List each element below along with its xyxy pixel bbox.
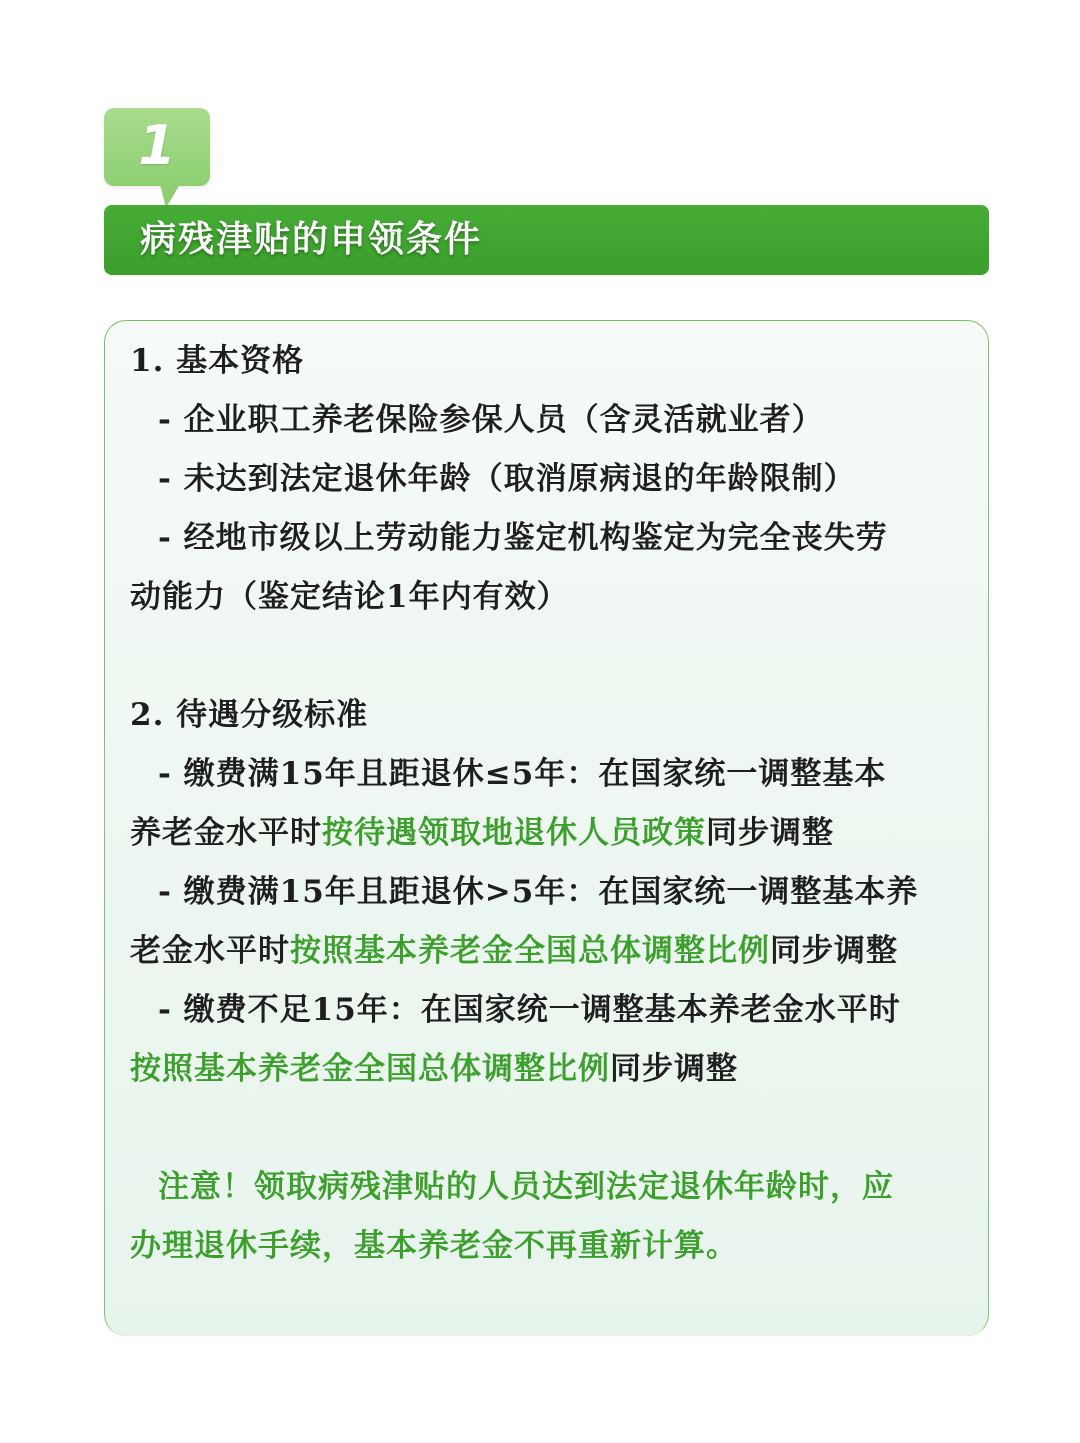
section-title-bar <box>104 205 989 275</box>
spacer <box>130 1099 960 1158</box>
section-number-badge <box>104 108 210 186</box>
section-number: 1 <box>138 114 176 177</box>
highlight-text: 按照基本养老金全国总体调整比例 <box>290 933 770 969</box>
section2-heading: 2. 待遇分级标准 <box>130 697 369 733</box>
text-segment: 同步调整 <box>610 1051 738 1087</box>
section2-item-2-line2 <box>130 922 960 981</box>
section1-item-1: - 企业职工养老保险参保人员（含灵活就业者） <box>158 402 824 438</box>
section2-item-1-line2 <box>130 804 960 863</box>
text-segment: 同步调整 <box>770 933 898 969</box>
highlight-text: 按待遇领取地退休人员政策 <box>322 815 706 851</box>
note-line-2: 办理退休手续，基本养老金不再重新计算。 <box>130 1228 738 1264</box>
section1-heading: 1. 基本资格 <box>130 343 305 379</box>
content-body <box>130 332 960 1276</box>
note-line-1: 注意！领取病残津贴的人员达到法定退休年龄时，应 <box>158 1169 894 1205</box>
section2-item-3-line1: - 缴费不足15年：在国家统一调整基本养老金水平时 <box>158 992 901 1028</box>
section1-item-3-cont: 动能力（鉴定结论1年内有效） <box>130 579 569 615</box>
section1-item-3: - 经地市级以上劳动能力鉴定机构鉴定为完全丧失劳 <box>158 520 888 556</box>
section2-item-1-line1: - 缴费满15年且距退休≤5年：在国家统一调整基本 <box>158 756 887 792</box>
section1-item-2: - 未达到法定退休年龄（取消原病退的年龄限制） <box>158 461 856 497</box>
text-segment: 养老金水平时 <box>130 815 322 851</box>
section-title: 病残津贴的申领条件 <box>140 219 483 260</box>
section2-item-2-line1: - 缴费满15年且距退休>5年：在国家统一调整基本养 <box>158 874 919 910</box>
section2-item-3-line2 <box>130 1040 960 1099</box>
text-segment: 老金水平时 <box>130 933 290 969</box>
highlight-text: 按照基本养老金全国总体调整比例 <box>130 1051 610 1087</box>
text-segment: 同步调整 <box>706 815 834 851</box>
spacer <box>130 627 960 686</box>
